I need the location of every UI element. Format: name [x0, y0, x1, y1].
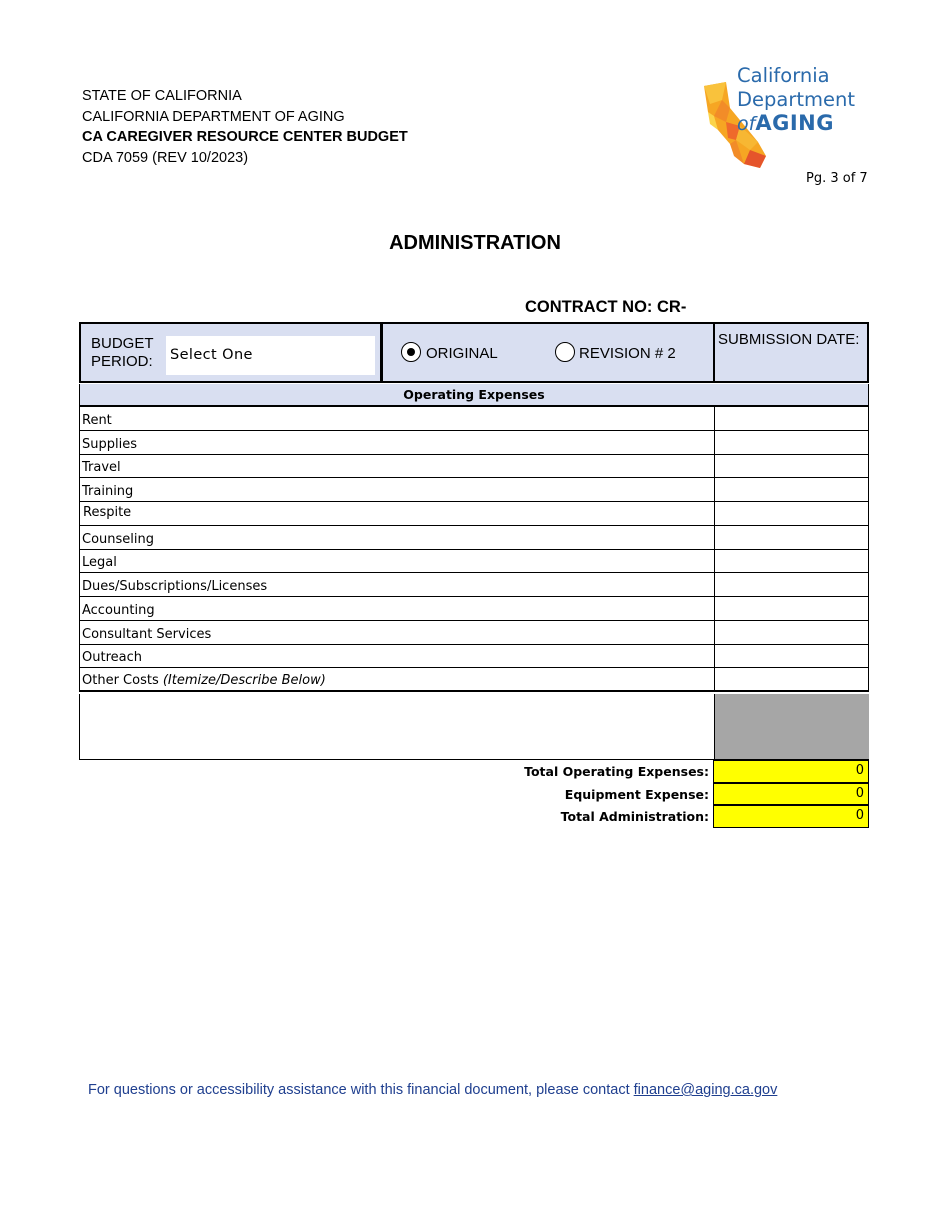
page-number: Pg. 3 of 7 [806, 171, 868, 186]
logo-aging: AGING [755, 111, 834, 135]
radio-original[interactable] [401, 342, 421, 362]
expense-row-legal [79, 550, 869, 574]
header-form-number: CDA 7059 (REV 10/2023) [82, 149, 249, 166]
header-form-name: CA CAREGIVER RESOURCE CENTER BUDGET [82, 129, 408, 145]
band-divider [713, 324, 715, 381]
total-value: 0 [713, 783, 869, 806]
expense-label: Supplies [82, 436, 137, 452]
expense-row-rent [79, 407, 869, 431]
operating-expenses-header: Operating Expenses [79, 384, 869, 407]
expense-row-respite [79, 502, 869, 526]
total-value: 0 [713, 805, 869, 828]
budget-period-label [91, 335, 154, 371]
expense-label: Counseling [82, 531, 154, 547]
expense-row-training [79, 478, 869, 502]
expense-label: Legal [82, 555, 117, 571]
expense-label: Respite [83, 504, 132, 520]
logo-line-california: California [737, 64, 830, 87]
radio-revision-label: REVISION # 2 [579, 345, 676, 362]
radio-revision[interactable] [555, 342, 575, 362]
budget-label-line1: BUDGET [91, 335, 154, 352]
expense-row-outreach [79, 645, 869, 669]
logo-line-department: Department [737, 88, 855, 111]
budget-label-line2: PERIOD: [91, 353, 153, 370]
header-department: CALIFORNIA DEPARTMENT OF AGING [82, 108, 345, 125]
amount-cell-divider [714, 407, 715, 430]
amount-cell-divider [714, 621, 715, 644]
budget-period-select[interactable]: Select One [166, 336, 375, 375]
total-value: 0 [713, 760, 869, 783]
amount-cell-divider [714, 550, 715, 573]
radio-original-label: ORIGINAL [426, 345, 498, 362]
amount-cell-divider [714, 455, 715, 478]
footer-text: For questions or accessibility assistance with this financial document, please contact [88, 1082, 634, 1098]
expense-label: Dues/Subscriptions/Licenses [82, 579, 268, 594]
amount-cell-divider [714, 526, 715, 549]
amount-cell-divider [714, 478, 715, 501]
total-label: Total Administration: [560, 809, 709, 824]
cda-logo [700, 64, 880, 172]
other-costs-disabled-cell [714, 694, 869, 759]
equipment-expense-row [79, 783, 869, 806]
other-costs-description-area[interactable] [79, 694, 869, 760]
total-operating-expenses-row [79, 760, 869, 783]
amount-cell-divider [714, 668, 715, 690]
expense-row-other-costs [79, 668, 869, 692]
expense-label: Accounting [82, 602, 155, 618]
expense-row-accounting [79, 597, 869, 621]
expense-row-dues [79, 573, 869, 597]
contract-number-label: CONTRACT NO: CR- [525, 298, 687, 316]
footer-contact [88, 1082, 777, 1098]
expense-row-counseling [79, 526, 869, 550]
budget-period-band [79, 322, 869, 383]
expense-row-supplies [79, 431, 869, 455]
expense-label: Training [82, 484, 134, 499]
amount-cell-divider [714, 645, 715, 668]
logo-of: of [737, 113, 756, 135]
other-costs-note: (Itemize/Describe Below) [162, 673, 326, 688]
amount-cell-divider [714, 502, 715, 525]
header-state: STATE OF CALIFORNIA [82, 88, 242, 104]
finance-email-link[interactable]: finance@aging.ca.gov [633, 1082, 778, 1098]
logo-line-aging [737, 111, 834, 135]
expense-label: Consultant Services [82, 626, 212, 642]
form-header [82, 86, 408, 168]
expense-row-travel [79, 455, 869, 479]
submission-date-label: SUBMISSION DATE: [718, 331, 860, 348]
amount-cell-divider [714, 597, 715, 620]
expense-rows [79, 407, 869, 692]
amount-cell-divider [714, 431, 715, 454]
total-administration-row [79, 805, 869, 828]
total-label: Total Operating Expenses: [524, 764, 709, 779]
expense-row-consultant [79, 621, 869, 645]
page-title: ADMINISTRATION [389, 232, 561, 254]
expense-label: Outreach [82, 650, 142, 666]
radio-selected-dot [407, 348, 415, 356]
expense-label: Travel [82, 460, 121, 476]
band-divider [380, 324, 383, 381]
expense-label [82, 673, 326, 688]
expense-label: Rent [82, 412, 112, 428]
amount-cell-divider [714, 573, 715, 596]
total-label: Equipment Expense: [564, 786, 709, 802]
other-costs-label: Other Costs [82, 673, 163, 688]
